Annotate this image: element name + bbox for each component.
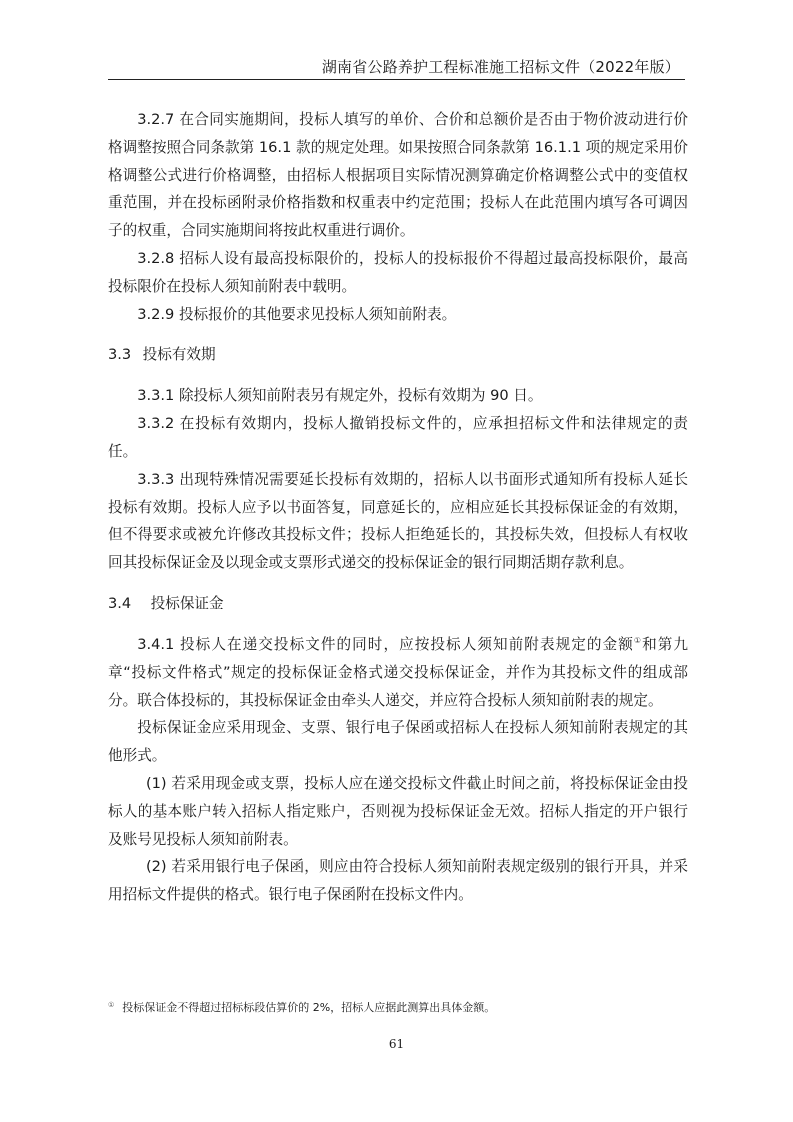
- header-divider: [108, 79, 685, 80]
- paragraph-bond-forms: 投标保证金应采用现金、支票、银行电子保函或招标人在投标人须知前附表规定的其他形式。: [108, 719, 688, 765]
- document-body: [108, 106, 688, 909]
- footnote-text: 投标保证金不得超过招标标段估算价的 2%，招标人应据此测算出具体金额。: [122, 1001, 496, 1014]
- section-number: 3.4: [108, 594, 132, 612]
- clause-3-2-7: 3.2.7 在合同实施期间，投标人填写的单价、合价和总额价是否由于物价波动进行价格调整按照合同条款第 16.1 款的规定处理。如果按照合同条款第 16.1.1 项的规定采用价格调整公式进行价格调整，由招标人根据项目实际情况测算确定价格调整公式中的变值权重范围，并在投标函附录价格指数和权重表中约定范围；投标人在此范围内填写各可调因子的权重，合同实施期间将按此权重进行调价。: [108, 111, 688, 240]
- clause-3-3-2: 3.3.2 在投标有效期内，投标人撤销投标文件的，应承担招标文件和法律规定的责任。: [108, 415, 688, 460]
- page-number: 61: [388, 1037, 405, 1051]
- footnote: [108, 998, 495, 1015]
- section-number: 3.3: [108, 346, 132, 364]
- clause-3-2-8: 3.2.8 招标人设有最高投标限价的，投标人的投标报价不得超过最高投标限价，最高投标限价在投标人须知前附表中载明。: [108, 249, 688, 295]
- list-item-bank-guarantee: (2) 若采用银行电子保函，则应由符合投标人须知前附表规定级别的银行开具，并采用招标文件提供的格式。银行电子保函附在投标文件内。: [108, 858, 688, 904]
- clause-3-3-1: 3.3.1 除投标人须知前附表另有规定外，投标有效期为 90 日。: [137, 387, 543, 405]
- running-header-title: 湖南省公路养护工程标准施工招标文件（2022年版）: [321, 58, 680, 76]
- footnote-mark: ①: [108, 1001, 115, 1009]
- clause-text-part: 3.4.1 投标人在递交投标文件的同时，应按投标人须知前附表规定的金额: [137, 635, 634, 653]
- clause-3-3-3: 3.3.3 出现特殊情况需要延长投标有效期的，招标人以书面形式通知所有投标人延长投标有效期。投标人应予以书面答复，同意延长的，应相应延长其投标保证金的有效期，但不得要求或被允许修改其投标文件；投标人拒绝延长的，其投标失效，但投标人有权收回其投标保证金及以现金或支票形式递交的投标保证金的银行同期活期存款利息。: [108, 470, 688, 572]
- footnote-reference: ①: [633, 635, 643, 645]
- list-item-cash-or-cheque: (1) 若采用现金或支票，投标人应在递交投标文件截止时间之前，将投标保证金由投标人的基本账户转入招标人指定账户，否则视为投标保证金无效。招标人指定的开户银行及账号见投标人须知前附表。: [108, 774, 688, 848]
- section-heading-3-4: [108, 594, 688, 614]
- section-heading-3-3: [108, 345, 688, 365]
- section-title: 投标保证金: [150, 594, 224, 612]
- clause-3-2-9: 3.2.9 投标报价的其他要求见投标人须知前附表。: [137, 305, 457, 323]
- clause-text-part: 和第九章“投标文件格式”规定的投标保证金格式递交投标保证金，并作为其投标文件的组成部分。联合体投标的，其投标保证金由牵头人递交，并应符合投标人须知前附表的规定。: [108, 635, 688, 709]
- clause-3-4-1: [108, 631, 688, 714]
- section-title: 投标有效期: [142, 346, 216, 364]
